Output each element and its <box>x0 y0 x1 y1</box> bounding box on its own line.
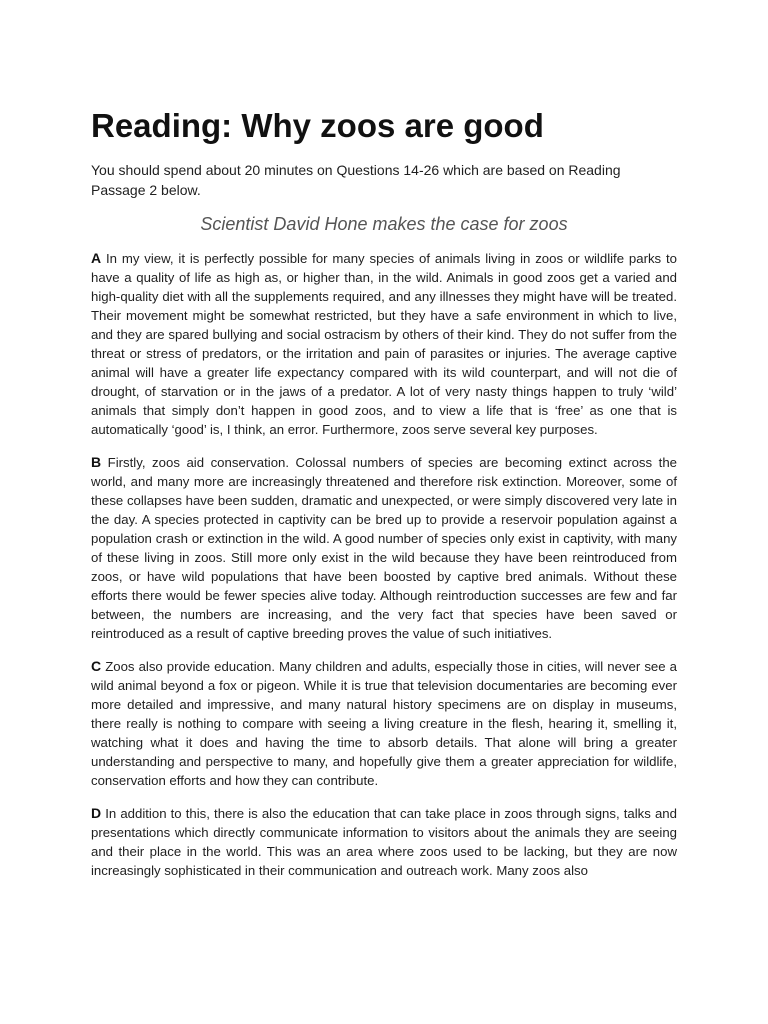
paragraph-letter: D <box>91 805 102 821</box>
paragraph-text: In my view, it is perfectly possible for many species of animals living in zoos or wildlife parks to have a quality of life as high as, or higher than, in the wild. Animals in good zoos get a varied and high-quality diet with all the supplements required, and any illnesses they might have will be treated. Their movement might be somewhat restricted, but they have a safe environment in which to live, and they are spared bullying and social ostracism by others of their kind. They do not suffer from the threat or stress of predators, or the irritation and pain of parasites or injuries. The average captive animal will have a greater life expectancy compared with its wild counterpart, and will not die of drought, of starvation or in the jaws of a predator. A lot of very nasty things happen to truly ‘wild’ animals that simply don’t happen in good zoos, and to view a life that is ‘free’ as one that is automatically ‘good’ is, I think, an error. Furthermore, zoos serve several key purposes. <box>91 251 677 437</box>
page-title: Reading: Why zoos are good <box>91 107 544 144</box>
paragraph-text: In addition to this, there is also the education that can take place in zoos through signs, talks and presentations which directly communicate information to visitors about the animals they are seeing and their place in the world. This was an area where zoos used to be lacking, but they are now increasingly sophisticated in their communication and outreach work. Many zoos also <box>91 806 677 878</box>
paragraph-letter: C <box>91 658 102 674</box>
paragraph-letter: B <box>91 454 102 470</box>
reading-document <box>91 106 677 880</box>
paragraph-d <box>91 804 677 880</box>
paragraph-c <box>91 657 677 790</box>
paragraph-letter: A <box>91 250 102 266</box>
passage-subtitle: Scientist David Hone makes the case for zoos <box>200 214 568 234</box>
paragraph-text: Firstly, zoos aid conservation. Colossal numbers of species are becoming extinct across the world, and many more are increasingly threatened and therefore risk extinction. Moreover, some of these collapses have been sudden, dramatic and unexpected, or were simply discovered very late in the day. A species protected in captivity can be bred up to provide a reservoir population against a population crash or extinction in the wild. A good number of species only exist in captivity, with many of these living in zoos. Still more only exist in the wild because they have been reintroduced from zoos, or have wild populations that have been boosted by captive bred animals. Without these efforts there would be fewer species alive today. Although reintroduction successes are few and far between, the numbers are increasing, and the very fact that species have been saved or reintroduced as a result of captive breeding proves the value of such initiatives. <box>91 455 677 641</box>
instructions-text: You should spend about 20 minutes on Questions 14-26 which are based on Reading Passage 2 below. <box>91 162 621 198</box>
paragraph-a <box>91 249 677 439</box>
paragraph-b <box>91 453 677 643</box>
paragraph-text: Zoos also provide education. Many children and adults, especially those in cities, will never see a wild animal beyond a fox or pigeon. While it is true that television documentaries are becoming ever more detailed and impressive, and many natural history specimens are on display in museums, there really is nothing to compare with seeing a living creature in the flesh, hearing it, smelling it, watching what it does and having the time to absorb details. That alone will bring a greater understanding and perspective to many, and hopefully give them a greater appreciation for wildlife, conservation efforts and how they can contribute. <box>91 659 677 788</box>
